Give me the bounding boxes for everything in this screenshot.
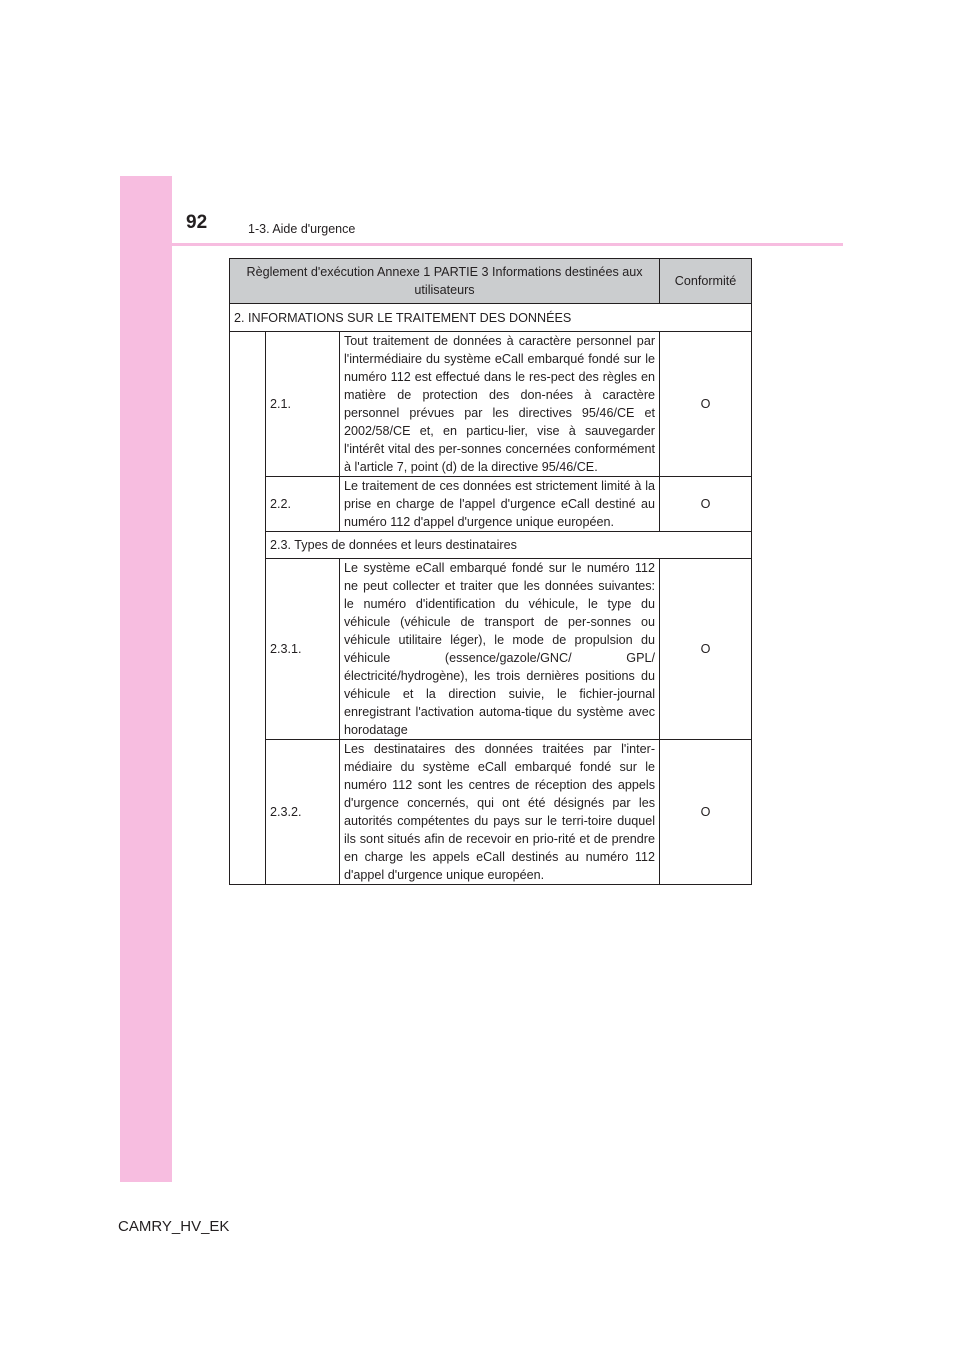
table-row xyxy=(230,559,752,740)
header-rule xyxy=(120,243,843,246)
indent-cell xyxy=(230,332,266,885)
header-conformity: Conformité xyxy=(660,259,752,304)
section-row xyxy=(230,304,752,332)
item-number: 2.2. xyxy=(266,477,340,532)
regulation-table xyxy=(229,258,752,885)
subsection-heading: 2.3. Types de données et leurs destinataires xyxy=(266,532,752,559)
item-number: 2.3.2. xyxy=(266,740,340,885)
section-heading: 2. INFORMATIONS SUR LE TRAITEMENT DES DONNÉES xyxy=(230,304,752,332)
item-conformity: O xyxy=(660,477,752,532)
item-number: 2.1. xyxy=(266,332,340,477)
header-regulation: Règlement d'exécution Annexe 1 PARTIE 3 Informations destinées aux utilisateurs xyxy=(230,259,660,304)
subsection-row xyxy=(230,532,752,559)
table-header-row xyxy=(230,259,752,304)
item-text: Le traitement de ces données est strictement limité à la prise en charge de l'appel d'urgence eCall destiné au numéro 112 d'appel d'urgence unique européen. xyxy=(340,477,660,532)
item-conformity: O xyxy=(660,559,752,740)
item-conformity: O xyxy=(660,332,752,477)
item-number: 2.3.1. xyxy=(266,559,340,740)
table-row xyxy=(230,332,752,477)
item-conformity: O xyxy=(660,740,752,885)
table-row xyxy=(230,740,752,885)
item-text: Les destinataires des données traitées par l'inter-médiaire du système eCall embarqué fondé sur le numéro 112 sont les centres de réception des appels d'urgence concernés, qui ont été désignés par les autorités compétentes du pays sur le terri-toire duquel ils sont situés afin de recevoir en prio-rité et de prendre en charge les appels eCall destinés au numéro 112 d'appel d'urgence unique européen. xyxy=(340,740,660,885)
section-title: 1-3. Aide d'urgence xyxy=(248,222,356,236)
page-number: 92 xyxy=(186,212,208,233)
item-text: Le système eCall embarqué fondé sur le numéro 112 ne peut collecter et traiter que les données suivantes: le numéro d'identification du véhicule, le type du véhicule (véhicule de transport de per-sonnes ou véhicule utilitaire léger), le mode de propulsion du véhicule (essence/gazole/GNC/ GPL/électricité/hydrogène), les trois dernières positions du véhicule et la direction suivie, le fichier-journal enregistrant l'activation automa-tique du système avec horodatage xyxy=(340,559,660,740)
side-tab-band xyxy=(120,176,172,1182)
table-row xyxy=(230,477,752,532)
document-code: CAMRY_HV_EK xyxy=(118,1218,230,1235)
item-text: Tout traitement de données à caractère personnel par l'intermédiaire du système eCall embarqué fondé sur le numéro 112 est effectué dans le res-pect des règles en matière de protection des don-nées à caractère personnel prévues par les directives 95/46/CE et 2002/58/CE et, en particu-lier, vise à sauvegarder l'intérêt vital des per-sonnes concernées conformément à l'article 7, point (d) de la directive 95/46/CE. xyxy=(340,332,660,477)
